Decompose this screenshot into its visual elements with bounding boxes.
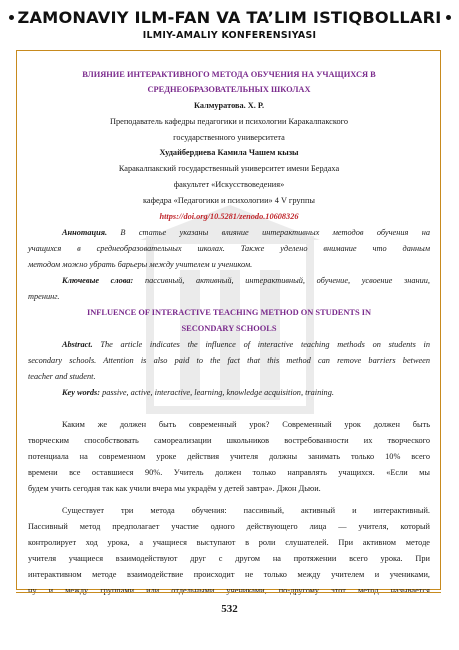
keywords-ru	[28, 275, 430, 286]
author-name: Калмуратова. Х. Р.	[193, 101, 265, 110]
keywords-en-label: Key words:	[62, 388, 101, 397]
abstract-en-text: The article indicates the influence of interactive teaching methods on students in	[92, 340, 430, 349]
author-affiliation: государственного университета	[173, 133, 285, 142]
body-paragraph-line: потенциала на современном уроке действия учителя должны занимать только 10% всего	[28, 452, 430, 461]
body-paragraph-line: Существует три метода обучения: пассивный, активный и интерактивный.	[62, 506, 430, 515]
body-paragraph-line: будем учить сегодня так как учили вчера мы украдём у детей завтра». Джон Дьюи.	[28, 484, 321, 493]
keywords-en	[28, 387, 430, 398]
journal-title-text: ZAMONAVIY ILM-FAN VA TA’LIM ISTIQBOLLARI	[17, 8, 442, 27]
body-paragraph-line: времени все оставшиеся 90%. Учитель должен только направлять учащихся. «Если мы	[28, 468, 430, 477]
page-number: 532	[221, 603, 238, 615]
body-paragraph-line: Каким же должен быть современный урок? Современный урок должен быть	[62, 420, 430, 429]
abstract-en: teacher and student.	[28, 372, 96, 381]
author-affiliation: кафедра «Педагогики и психологии» 4 V группы	[143, 196, 315, 205]
abstract-ru-label: Аннотация.	[62, 228, 108, 237]
keywords-ru-text: пассивный, активный, интерактивный, обучение, усвоение знании,	[133, 276, 430, 285]
bullet-dot-icon	[446, 15, 451, 20]
author-name: Худайбердиева Камила Чашем кызы	[159, 148, 299, 157]
keywords-ru-label: Ключевые слова:	[62, 276, 134, 285]
article-title-en: INFLUENCE OF INTERACTIVE TEACHING METHOD ON STUDENTS IN	[86, 308, 372, 317]
abstract-ru: методом можно убрать барьеры между учителем и учеником.	[28, 260, 253, 269]
abstract-en-label: Abstract.	[62, 340, 93, 349]
author-affiliation: Преподаватель кафедры педагогики и психологии Каракалпакского	[110, 117, 348, 126]
abstract-ru-text: В статье указаны влияние интерактивных методов обучения на	[107, 228, 430, 237]
body-paragraph-line: ну и между группами или отдельными учениками, по-другому этот метод называется	[28, 586, 430, 595]
bullet-dot-icon	[9, 15, 14, 20]
author-affiliation: Каракалпакский государственный университет имени Бердаха	[118, 164, 340, 173]
journal-title	[0, 8, 459, 27]
article-title-ru: ВЛИЯНИЕ ИНТЕРАКТИВНОГО МЕТОДА ОБУЧЕНИЯ НА УЧАЩИХСЯ В	[82, 70, 376, 79]
abstract-en	[28, 339, 430, 350]
abstract-en: secondary schools. Attention is also paid to the fact that this method can remove barriers between	[28, 356, 430, 365]
keywords-ru: тренинг.	[28, 292, 60, 301]
keywords-en-text: passive, active, interactive, learning, knowledge acquisition, training.	[100, 388, 334, 397]
abstract-ru	[28, 227, 430, 238]
abstract-ru: учащихся в среднеобразовательных школах. Также уделено внимание что данным	[28, 244, 430, 253]
body-paragraph-line: творческим способствовать самореализации школьников востребованности их творческого	[28, 436, 430, 445]
doi-link[interactable]: https://doi.org/10.5281/zenodo.10608326	[159, 212, 299, 221]
body-paragraph-line: учителя учащиеся взаимодействуют друг с другом на протяжении всего урока. При	[28, 554, 430, 563]
article-title-ru: СРЕДНЕОБРАЗОВАТЕЛЬНЫХ ШКОЛАХ	[147, 85, 311, 94]
article-title-en: SECONDARY SCHOOLS	[181, 324, 277, 333]
body-paragraph-line: интерактивном методе взаимодействие происходит не только между учителем и учениками,	[28, 570, 430, 579]
body-paragraph-line: Пассивный метод предполагает участие одного действующего лица — учителя, который	[28, 522, 430, 531]
footer-divider	[16, 592, 441, 593]
body-paragraph-line: контролирует ход урока, а учащиеся выступают в роли слушателей. При активном методе	[28, 538, 430, 547]
author-affiliation: факультет «Искусствоведения»	[173, 180, 285, 189]
journal-header	[0, 0, 459, 50]
journal-subtitle: ILMIY-AMALIY KONFERENSIYASI	[142, 30, 317, 41]
